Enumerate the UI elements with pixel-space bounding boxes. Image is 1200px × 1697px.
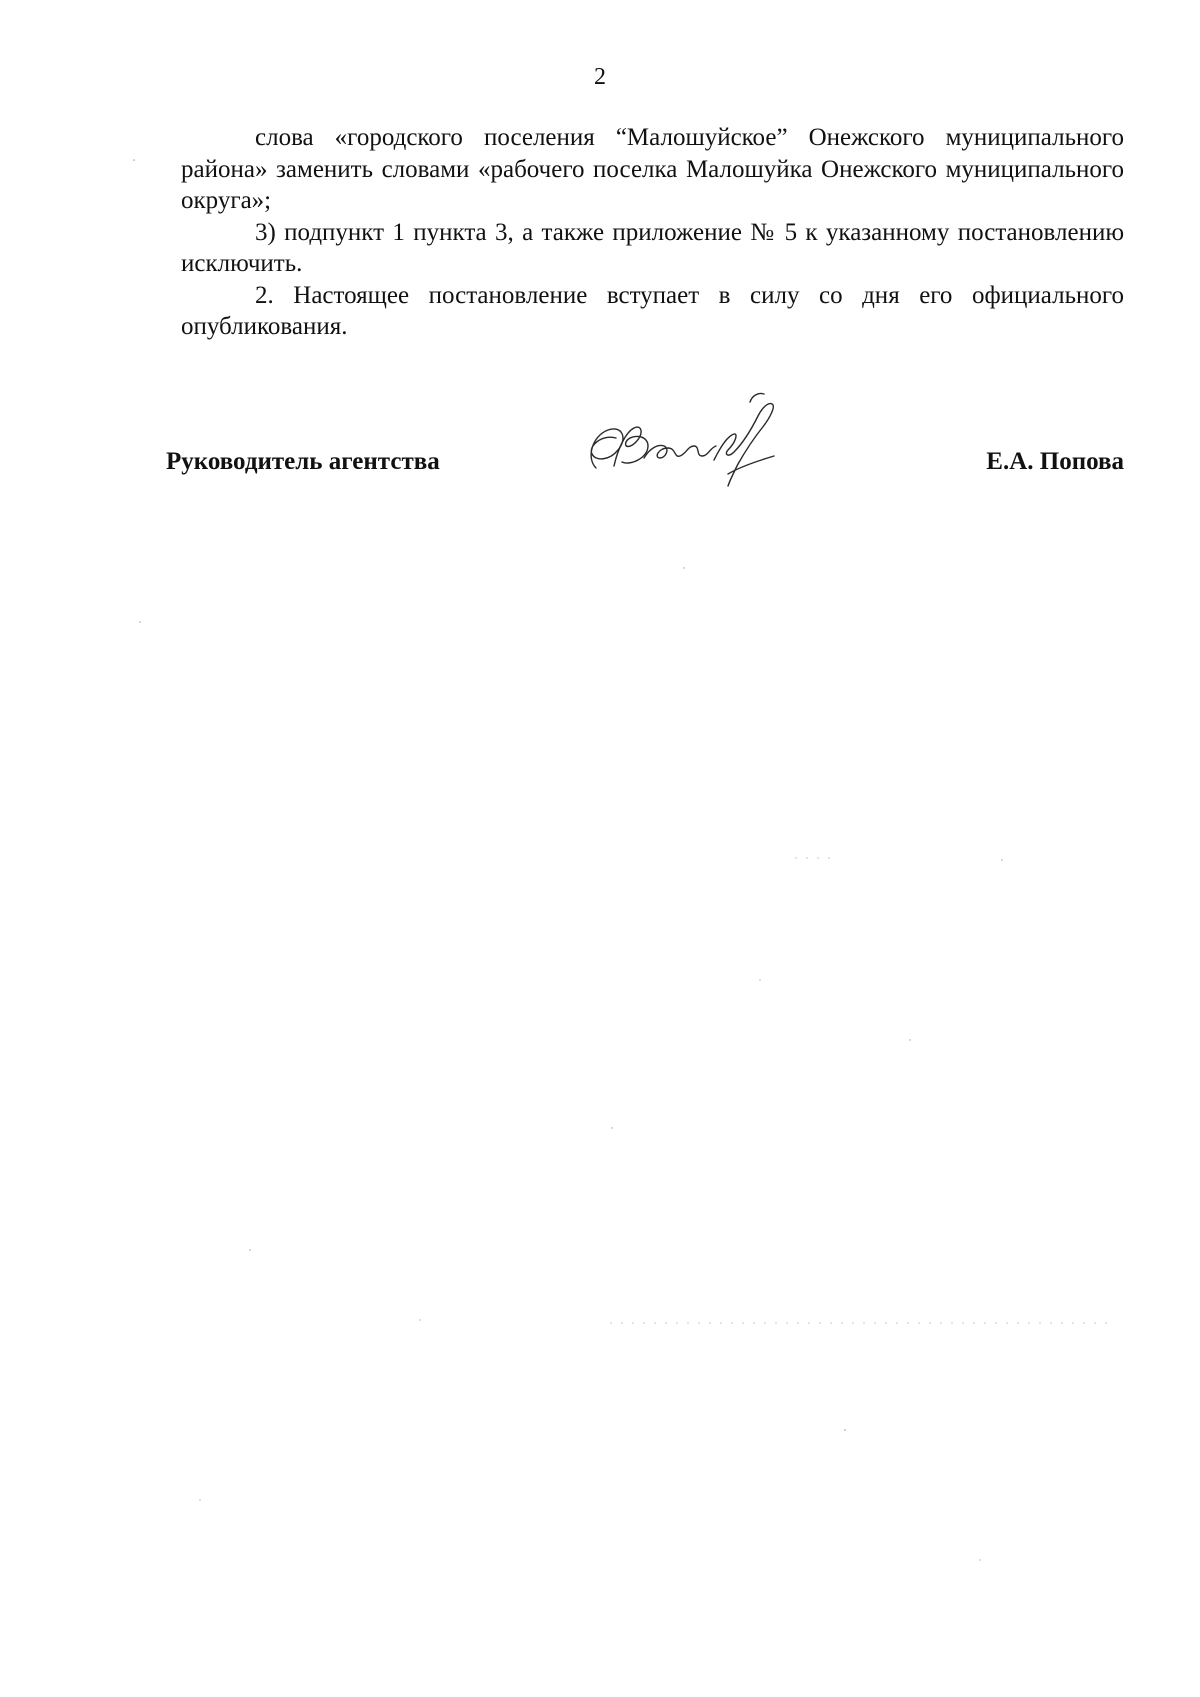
paragraph-subitem-3: 3) подпункт 1 пункта 3, а также приложение № 5 к указанному постановлению исключить.: [181, 218, 1124, 277]
document-body: [181, 122, 1124, 343]
handwritten-signature: [578, 388, 798, 498]
signatory-name: Е.А. Попова: [986, 448, 1124, 475]
paragraph-replacement-words: слова «городского поселения “Малошуйское” Онежского муниципального района» заменить словами «рабочего поселка Малошуйка Онежского муниципального округа»;: [181, 124, 1124, 214]
paragraph-effective-date: 2. Настоящее постановление вступает в силу со дня его официального опубликования.: [181, 281, 1124, 340]
page-number: 2: [594, 64, 606, 90]
signatory-role: Руководитель агентства: [166, 448, 440, 475]
